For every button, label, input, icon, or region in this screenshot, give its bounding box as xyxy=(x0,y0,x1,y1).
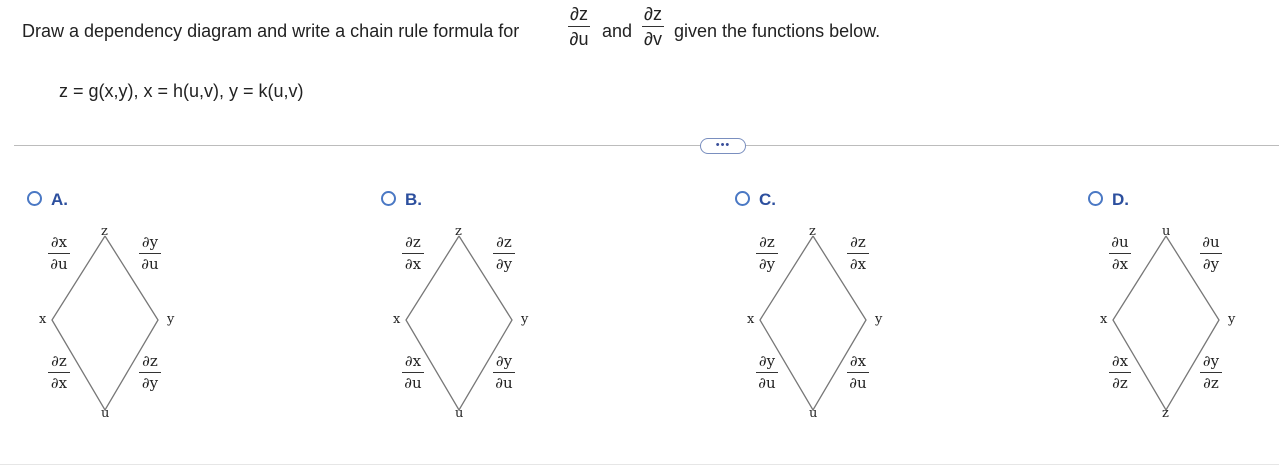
option-b[interactable] xyxy=(381,188,681,438)
partial-lower-right: ∂x ∂u xyxy=(843,353,873,392)
node-top: z xyxy=(101,224,108,239)
more-button[interactable]: ••• xyxy=(700,138,746,154)
node-left: x xyxy=(1100,312,1108,327)
option-a[interactable] xyxy=(27,188,327,438)
node-left: x xyxy=(747,312,755,327)
node-right: y xyxy=(1228,312,1236,327)
partial-lower-left: ∂z ∂x xyxy=(44,353,74,392)
node-right: y xyxy=(875,312,883,327)
question-part-1: Draw a dependency diagram and write a chain rule formula for xyxy=(22,21,520,41)
dependency-diagram-a xyxy=(27,188,327,438)
partial-lower-left: ∂x ∂u xyxy=(398,353,428,392)
node-bottom: u xyxy=(455,406,464,421)
fraction-dz-du: ∂z ∂u xyxy=(569,4,589,49)
node-right: y xyxy=(521,312,529,327)
partial-lower-right: ∂y ∂z xyxy=(1196,353,1226,392)
option-c-label: C. xyxy=(759,190,776,209)
node-top: z xyxy=(809,224,816,239)
node-top: z xyxy=(455,224,462,239)
option-d-label: D. xyxy=(1112,190,1129,209)
dependency-diagram-c xyxy=(735,188,1035,438)
partial-upper-left: ∂x ∂u xyxy=(44,234,74,273)
option-d[interactable] xyxy=(1088,188,1279,438)
option-c[interactable] xyxy=(735,188,1035,438)
partial-upper-right: ∂u ∂y xyxy=(1196,234,1226,273)
node-left: x xyxy=(39,312,47,327)
node-left: x xyxy=(393,312,401,327)
dependency-diagram-d xyxy=(1088,188,1279,438)
fraction-dz-dv: ∂z ∂v xyxy=(640,4,666,49)
node-bottom: u xyxy=(809,406,818,421)
partial-upper-left: ∂z ∂y xyxy=(752,234,782,273)
question-part-3: given the functions below. xyxy=(674,21,881,41)
partial-lower-left: ∂y ∂u xyxy=(752,353,782,392)
partial-upper-right: ∂z ∂x xyxy=(843,234,873,273)
divider xyxy=(14,145,1279,146)
node-right: y xyxy=(167,312,175,327)
given-functions: z = g(x,y), x = h(u,v), y = k(u,v) xyxy=(59,81,304,101)
partial-lower-left: ∂x ∂z xyxy=(1105,353,1135,392)
partial-lower-right: ∂y ∂u xyxy=(489,353,519,392)
question-part-2: and xyxy=(602,21,633,41)
partial-lower-right: ∂z ∂y xyxy=(135,353,165,392)
node-bottom: u xyxy=(101,406,110,421)
partial-upper-left: ∂z ∂x xyxy=(398,234,428,273)
partial-upper-right: ∂z ∂y xyxy=(489,234,519,273)
option-b-label: B. xyxy=(405,190,422,209)
node-top: u xyxy=(1162,224,1171,239)
node-bottom: z xyxy=(1162,406,1169,421)
partial-upper-right: ∂y ∂u xyxy=(135,234,165,273)
option-a-label: A. xyxy=(51,190,68,209)
dependency-diagram-b xyxy=(381,188,681,438)
partial-upper-left: ∂u ∂x xyxy=(1105,234,1135,273)
